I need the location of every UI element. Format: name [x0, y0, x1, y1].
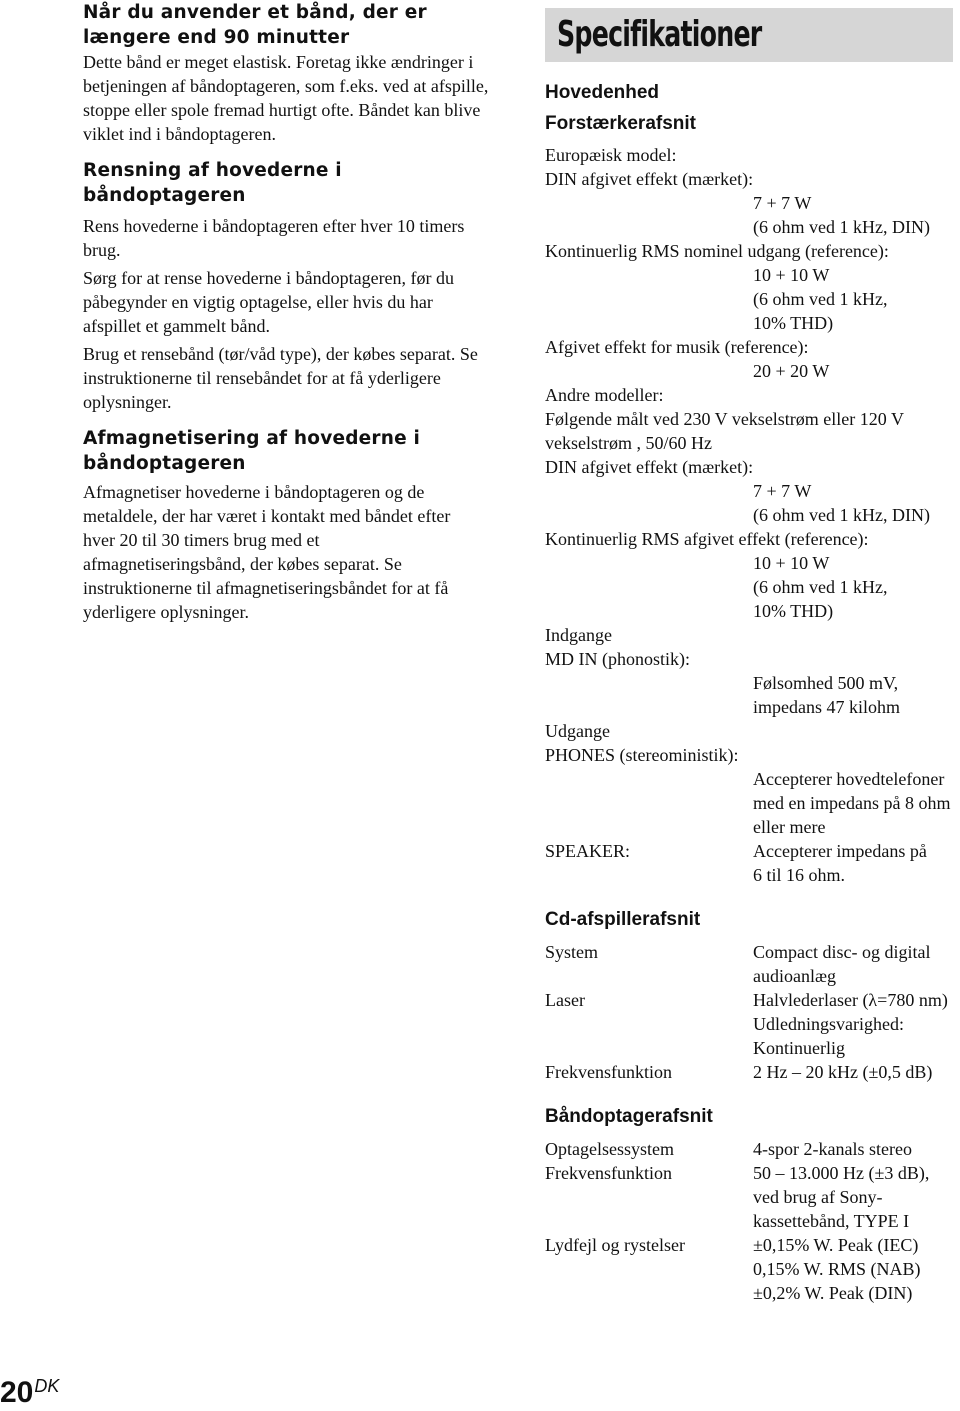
page-title: Specifikationer [557, 14, 762, 55]
spec-label: Kontinuerlig RMS afgivet effekt (reference): [545, 529, 869, 549]
paragraph-demagnetize: Afmagnetiser hovederne i båndoptageren og de metaldele, der har været i kontakt med båndet efter hver 20 til 30 timers brug med et afmagnetiseringsbånd, der købes separat. Se instruktionerne til afmagnetiseringsbåndet for at få yderligere oplysninger. [83, 482, 451, 622]
spec-label: Europæisk model: [545, 145, 677, 165]
spec-label: Laser [545, 990, 585, 1010]
section-heading-demagnetize: Afmagnetisering af hovederne i båndoptageren [83, 428, 421, 474]
spec-label: DIN afgivet effekt (mærket): [545, 457, 754, 477]
spec-value: 10% THD) [753, 313, 834, 333]
spec-value: 6 til 16 ohm. [753, 865, 846, 885]
spec-label: Optagelsessystem [545, 1139, 674, 1159]
paragraph-cleaning-2: Sørg for at rense hovederne i båndoptageren, før du påbegynder en vigtig optagelse, eller hvis du har afspillet et gammelt bånd. [83, 268, 455, 336]
spec-label: Følgende målt ved 230 V vekselstrøm eller 120 V [545, 409, 904, 429]
spec-value: Halvlederlaser (λ=780 nm) [753, 990, 948, 1010]
paragraph-cleaning-1: Rens hovederne i båndoptageren efter hver 10 timers brug. [83, 216, 465, 260]
spec-value: 10 + 10 W [753, 265, 830, 285]
spec-label: vekselstrøm , 50/60 Hz [545, 433, 712, 453]
spec-value: 10 + 10 W [753, 553, 830, 573]
spec-label: Andre modeller: [545, 385, 664, 405]
spec-label: Kontinuerlig RMS nominel udgang (reference): [545, 241, 889, 261]
heading-main-unit: Hovedenhed [545, 82, 660, 103]
spec-value: 50 – 13.000 Hz (±3 dB), [753, 1163, 930, 1183]
spec-value: (6 ohm ved 1 kHz, DIN) [753, 505, 930, 525]
spec-value: med en impedans på 8 ohm [753, 793, 951, 813]
spec-value: kassettebånd, TYPE I [753, 1211, 910, 1231]
spec-value: eller mere [753, 817, 826, 837]
spec-value: ±0,15% W. Peak (IEC) [753, 1235, 919, 1255]
heading-amplifier: Forstærkerafsnit [545, 113, 696, 134]
spec-label: SPEAKER: [545, 841, 631, 861]
spec-value: impedans 47 kilohm [753, 697, 900, 717]
spec-label: MD IN (phonostik): [545, 649, 690, 669]
spec-value: Følsomhed 500 mV, [753, 673, 899, 693]
spec-value: 7 + 7 W [753, 481, 812, 501]
heading-tape-section: Båndoptagerafsnit [545, 1106, 713, 1127]
page-number-value: 20 [0, 1376, 34, 1409]
page-number-suffix: DK [34, 1376, 60, 1396]
spec-label: System [545, 942, 599, 962]
spec-value: 0,15% W. RMS (NAB) [753, 1259, 921, 1279]
spec-value: 7 + 7 W [753, 193, 812, 213]
spec-value: Compact disc- og digital [753, 942, 931, 962]
spec-label: Indgange [545, 625, 612, 645]
spec-label: Frekvensfunktion [545, 1163, 672, 1183]
spec-label: DIN afgivet effekt (mærket): [545, 169, 754, 189]
spec-value: (6 ohm ved 1 kHz, DIN) [753, 217, 930, 237]
section-heading-cleaning: Rensning af hovederne i båndoptageren [83, 160, 342, 206]
spec-value: audioanlæg [753, 966, 836, 986]
paragraph-cleaning-3: Brug et rensebånd (tør/våd type), der købes separat. Se instruktionerne til rensebåndet for at få yderligere oplysninger. [83, 344, 478, 412]
spec-value: ±0,2% W. Peak (DIN) [753, 1283, 913, 1303]
spec-value: Udledningsvarighed: [753, 1014, 904, 1034]
spec-value: Kontinuerlig [753, 1038, 845, 1058]
spec-label: Afgivet effekt for musik (reference): [545, 337, 809, 357]
spec-label: Lydfejl og rystelser [545, 1235, 685, 1255]
heading-cd-section: Cd-afspillerafsnit [545, 909, 701, 930]
spec-value: 20 + 20 W [753, 361, 830, 381]
page-number [0, 1368, 59, 1411]
spec-value: (6 ohm ved 1 kHz, [753, 577, 888, 597]
spec-value: Accepterer impedans på [753, 841, 927, 861]
spec-value: Accepterer hovedtelefoner [753, 769, 945, 789]
section-heading-long-tape: Når du anvender et bånd, der er længere end 90 minutter [83, 2, 427, 48]
spec-label: Frekvensfunktion [545, 1062, 672, 1082]
spec-label: Udgange [545, 721, 610, 741]
spec-label: PHONES (stereoministik): [545, 745, 739, 765]
spec-value: 10% THD) [753, 601, 834, 621]
spec-value: 4-spor 2-kanals stereo [753, 1139, 912, 1159]
spec-value: (6 ohm ved 1 kHz, [753, 289, 888, 309]
paragraph-long-tape: Dette bånd er meget elastisk. Foretag ikke ændringer i betjeningen af båndoptageren, som f.eks. ved at afspille, stoppe eller spole fremad hurtigt ofte. Båndet kan blive viklet ind i båndoptageren. [83, 52, 489, 144]
spec-value: 2 Hz – 20 kHz (±0,5 dB) [753, 1062, 933, 1082]
spec-value: ved brug af Sony- [753, 1187, 883, 1207]
